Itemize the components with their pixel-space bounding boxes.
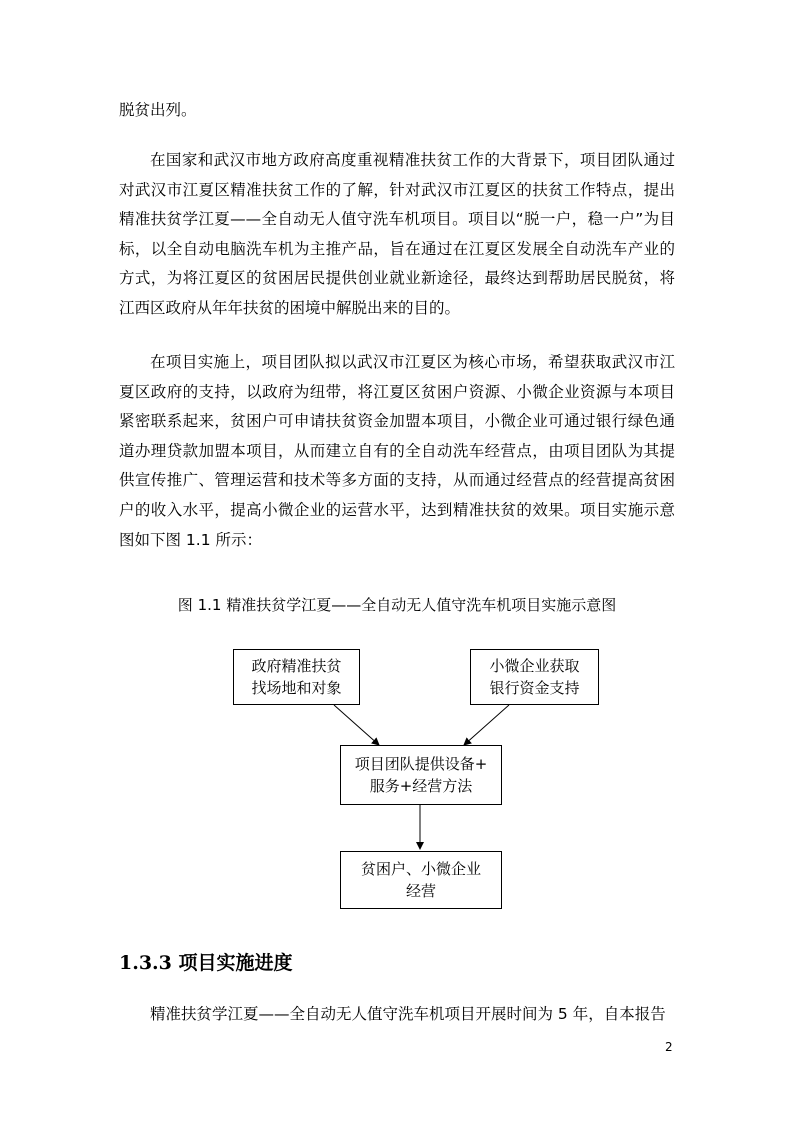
figure-caption: 图 1.1 精准扶贫学江夏——全自动无人值守洗车机项目实施示意图 (177, 596, 617, 614)
arrow-sme-to-team (464, 705, 509, 745)
box-government (233, 649, 360, 705)
paragraph-schedule: 精准扶贫学江夏——全自动无人值守洗车机项目开展时间为 5 年，自本报告 (150, 1005, 666, 1023)
paragraph-implementation: 在项目实施上，项目团队拟以武汉市江夏区为核心市场，希望获取武汉市江夏区政府的支持，以政府为纽带，将江夏区贫困户资源、小微企业资源与本项目紧密联系起来，贫困户可申请扶贫资金加盟本项目，小微企业可通过银行绿色通道办理贷款加盟本项目，从而建立自有的全自动洗车经营点，由项目团队为其提供宣传推广、管理运营和技术等多方面的支持，从而通过经营点的经营提高贫困户的收入水平，提高小微企业的运营水平，达到精准扶贫的效果。项目实施示意图如下图 1.1 所示： (119, 353, 675, 549)
box-project-team-line2: 服务+经营方法 (369, 777, 473, 795)
box-government-line1: 政府精准扶贫 (251, 657, 342, 675)
section-heading: 1.3.3 项目实施进度 (119, 952, 293, 974)
box-small-business (470, 649, 599, 705)
paragraph-continuation: 脱贫出列。 (119, 101, 197, 119)
box-poor-households-line1: 贫困户、小微企业 (360, 860, 481, 878)
box-poor-households-line2: 经营 (405, 882, 436, 900)
box-project-team-line1: 项目团队提供设备+ (354, 755, 488, 773)
arrow-gov-to-team (334, 705, 379, 745)
box-small-business-line1: 小微企业获取 (489, 657, 580, 675)
box-project-team (340, 745, 502, 805)
box-government-line2: 找场地和对象 (251, 679, 342, 697)
paragraph-background: 在国家和武汉市地方政府高度重视精准扶贫工作的大背景下，项目团队通过对武汉市江夏区精准扶贫工作的了解，针对武汉市江夏区的扶贫工作特点，提出精准扶贫学江夏——全自动无人值守洗车机项目。项目以“脱一户，稳一户”为目标，以全自动电脑洗车机为主推产品，旨在通过在江夏区发展全自动洗车产业的方式，为将江夏区的贫困居民提供创业就业新途径，最终达到帮助居民脱贫，将江西区政府从年年扶贫的困境中解脱出来的目的。 (119, 151, 675, 317)
page-number: 2 (665, 1040, 673, 1054)
box-small-business-line2: 银行资金支持 (489, 679, 580, 697)
box-poor-households (340, 851, 502, 909)
